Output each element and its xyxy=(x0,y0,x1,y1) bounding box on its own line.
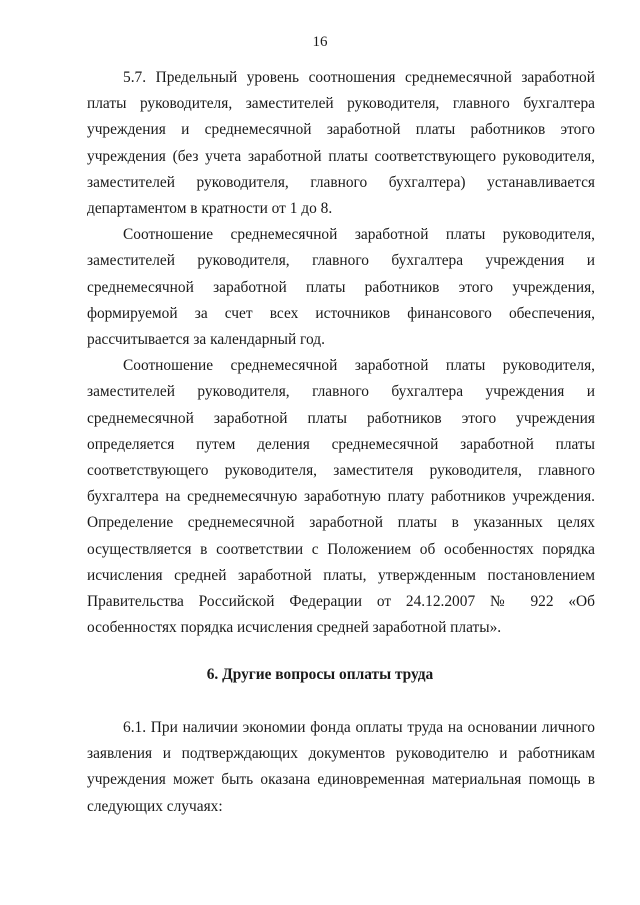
section-6-heading: 6. Другие вопросы оплаты труда xyxy=(206,666,434,683)
paragraph-ratio-determination: Соотношение среднемесячной заработной платы руководителя, заместителей руководителя, главного бухгалтера учреждения и среднемесячной заработной платы работников этого учреждения определяется путем деления среднемесячной заработной платы соответствующего руководителя, заместителя руководителя, главного бухгалтера на среднемесячную заработную плату работников учреждения. Определение среднемесячной заработной платы в указанных целях осуществляется в соответствии с Положением об особенностях порядка исчисления средней заработной платы, утвержденным постановлением Правительства Российской Федерации от 24.12.2007 № 922 «Об особенностях порядка исчисления средней заработной платы». xyxy=(87,357,595,637)
page-number: 16 xyxy=(312,34,328,50)
paragraph-ratio-calculation-period: Соотношение среднемесячной заработной платы руководителя, заместителей руководителя, главного бухгалтера учреждения и среднемесячной заработной платы работников этого учреждения, формируемой за счет всех источников финансового обеспечения, рассчитывается за календарный год. xyxy=(87,226,595,349)
paragraph-5-7: 5.7. Предельный уровень соотношения среднемесячной заработной платы руководителя, заместителей руководителя, главного бухгалтера учреждения и среднемесячной заработной платы работников этого учреждения (без учета заработной платы соответствующего руководителя, заместителей руководителя, главного бухгалтера) устанавливается департаментом в кратности от 1 до 8. xyxy=(87,69,595,218)
section-6-text xyxy=(87,715,595,820)
paragraph-6-1: 6.1. При наличии экономии фонда оплаты труда на основании личного заявления и подтверждающих документов руководителю и работникам учреждения может быть оказана единовременная материальная помощь в следующих случаях: xyxy=(87,719,595,815)
section-5-7-text xyxy=(87,65,595,641)
